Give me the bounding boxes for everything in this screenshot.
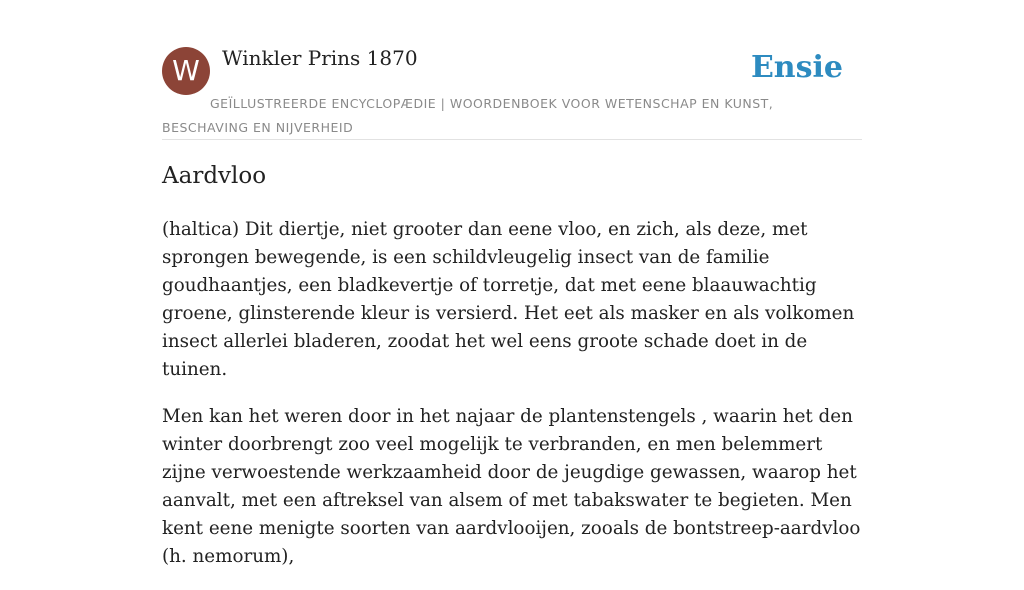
source-title[interactable]: Winkler Prins 1870 (222, 46, 418, 70)
source-avatar[interactable]: W (162, 47, 210, 95)
source-header (162, 40, 862, 140)
article-paragraph: (haltica) Dit diertje, niet grooter dan eene vloo, en zich, als deze, met sprongen bewegende, is een schildvleugelig insect van de familie goudhaantjes, een bladkevertje of torretje, dat met eene blaauwachtig groene, glinsterende kleur is versierd. Het eet als masker en als volkomen insect allerlei bladeren, zoodat het wel eens groote schade doet in de tuinen. (162, 219, 855, 380)
article-title: Aardvloo (162, 163, 267, 189)
source-subtitle: GEÏLLUSTREERDE ENCYCLOPÆDIE | WOORDENBOEK VOOR WETENSCHAP EN KUNST, BESCHAVING EN NIJVERHEID (162, 96, 774, 135)
article-body (162, 216, 862, 590)
article-paragraph: Men kan het weren door in het najaar de plantenstengels , waarin het den winter doorbrengt zoo veel mogelijk te verbranden, en men belemmert zijne verwoestende werkzaamheid door de jeugdige gewassen, waarop het aanvalt, met een aftreksel van alsem of met tabakswater te begieten. Men kent eene menigte soorten van aardvlooijen, zooals de bontstreep-aardvloo (h. nemorum), (162, 406, 861, 567)
ensie-logo[interactable]: Ensie (750, 50, 843, 85)
